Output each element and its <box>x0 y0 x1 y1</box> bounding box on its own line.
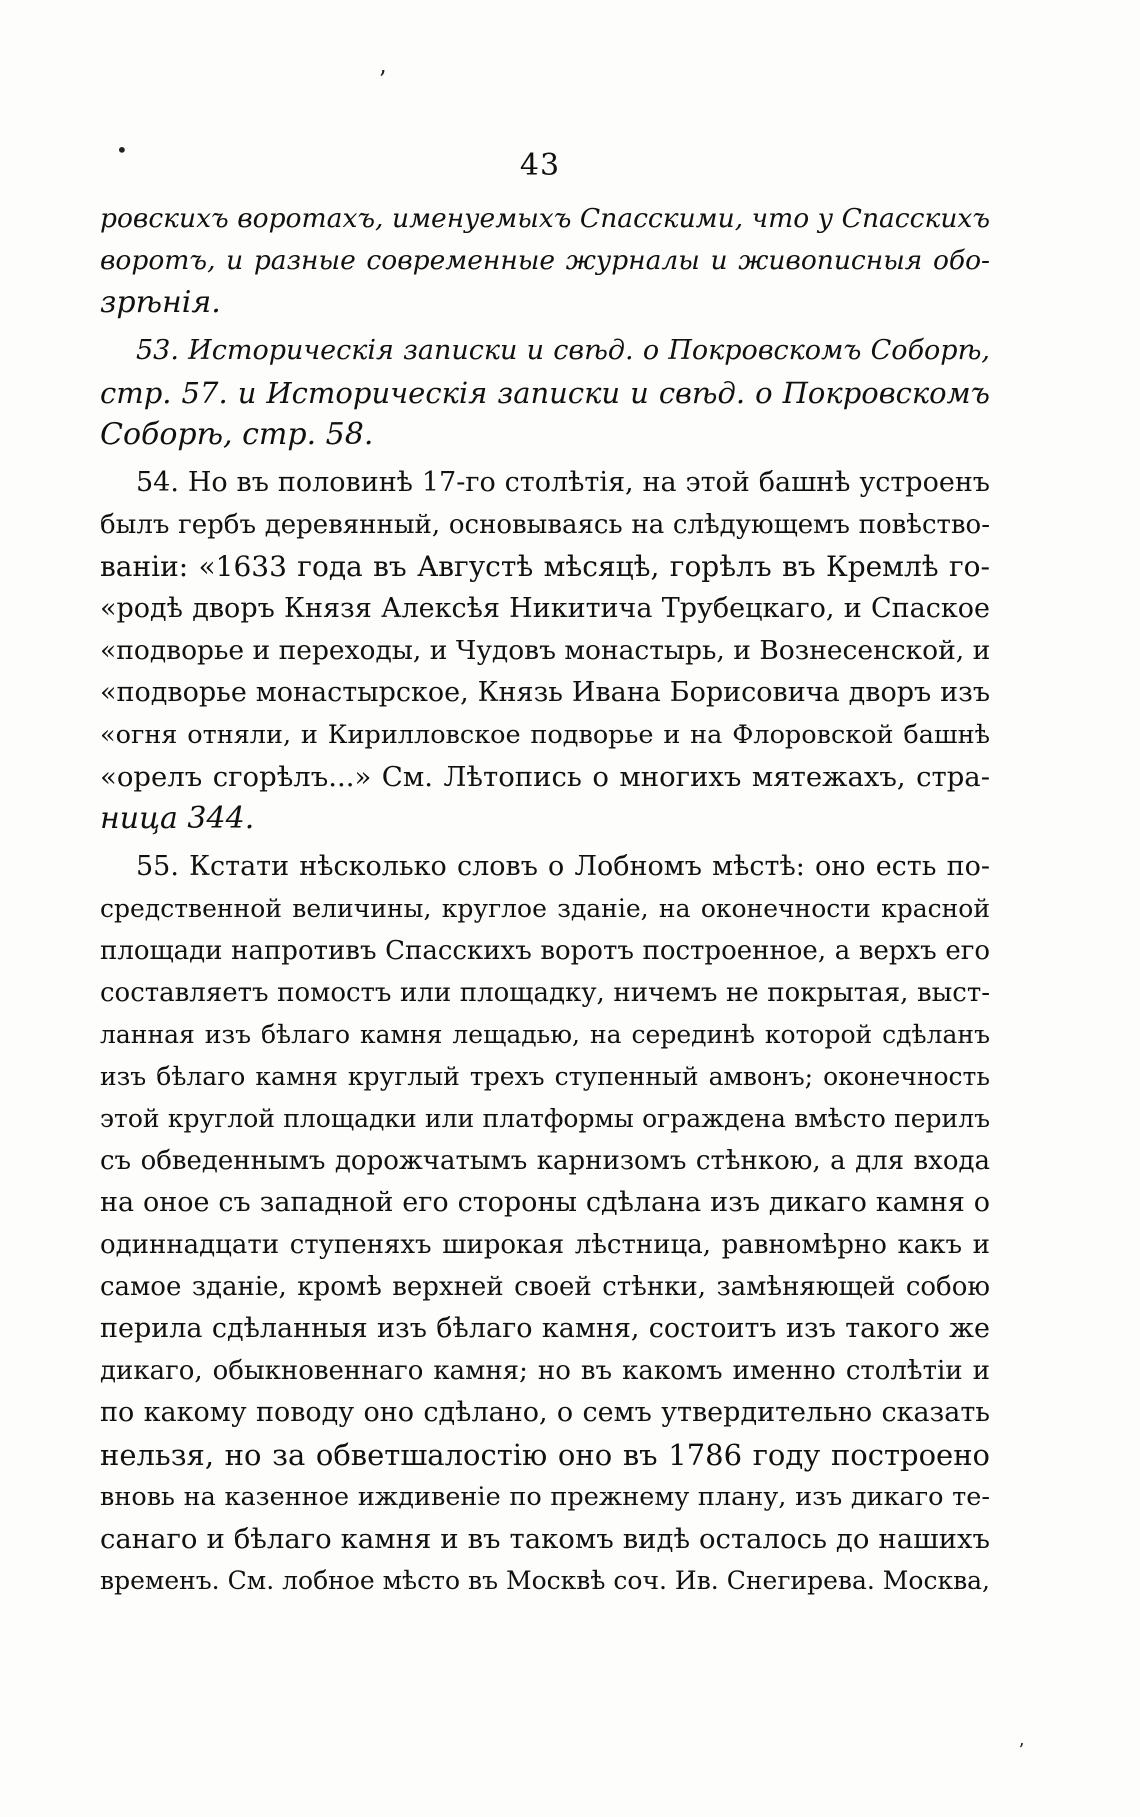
text-line: самое зданіе, кромѣ верхней своей стѣнки, замѣняющей собою <box>100 1272 990 1302</box>
paragraph-note-55 <box>100 846 990 1602</box>
paragraph-note-54 <box>100 462 990 840</box>
text-line: «огня отняли, и Кирилловское подворье и на Флоровской башнѣ <box>100 720 990 750</box>
text-line: ваніи: «1633 года въ Августѣ мѣсяцѣ, горѣлъ въ Кремлѣ го- <box>100 550 990 583</box>
text-line: средственной величины, круглое зданіе, на оконечности красной <box>100 894 990 923</box>
text-line: дикаго, обыкновеннаго камня; но въ какомъ именно столѣтіи и <box>100 1356 990 1386</box>
text-line: «родѣ дворъ Князя Алексѣя Никитича Трубецкаго, и Спаское <box>100 593 990 624</box>
text-line: Соборѣ, стр. 58. <box>100 417 374 452</box>
page-body <box>100 198 990 1602</box>
text-line: перила сдѣланныя изъ бѣлаго камня, состоитъ изъ такого же <box>100 1313 990 1344</box>
text-line: нельзя, но за обветшалостію оно въ 1786 году построено <box>100 1438 990 1472</box>
text-line: изъ бѣлаго камня круглый трехъ ступенный амвонъ; оконечность <box>100 1062 990 1091</box>
text-line: съ обведеннымъ дорожчатымъ карнизомъ стѣнкою, а для входа <box>100 1146 990 1176</box>
text-line: стр. 57. и Историческія записки и свѣд. о Покровскомъ <box>100 376 990 410</box>
page-number: 43 <box>519 148 561 183</box>
text-line: одиннадцати ступеняхъ широкая лѣстница, равномѣрно какъ и <box>100 1230 990 1260</box>
paragraph-note-53 <box>100 330 990 456</box>
text-line: 53. Историческія записки и свѣд. о Покровскомъ Соборѣ, <box>136 335 990 366</box>
scan-speck: • <box>116 138 128 162</box>
text-line: «подворье и переходы, и Чудовъ монастырь, и Вознесенской, и <box>100 635 990 666</box>
text-line: площади напротивъ Спасскихъ воротъ построенное, а верхъ его <box>100 936 990 966</box>
scan-speck: ʼ <box>1018 1740 1024 1761</box>
text-line: санаго и бѣлаго камня и въ такомъ видѣ осталось до нашихъ <box>100 1523 990 1555</box>
text-line: этой круглой площадки или платформы ограждена вмѣсто перилъ <box>100 1104 990 1133</box>
text-line: ровскихъ воротахъ, именуемыхъ Спасскими, что у Спасскихъ <box>100 203 990 234</box>
scan-speck: ʼ <box>378 66 386 94</box>
text-line: составляетъ помостъ или площадку, ничемъ не покрытая, выст- <box>100 978 990 1008</box>
text-line: по какому поводу оно сдѣлано, о семъ утвердительно сказать <box>100 1397 990 1428</box>
text-line: вновь на казенное иждивеніе по прежнему плану, изъ дикаго те- <box>100 1482 990 1512</box>
text-line: воротъ, и разные современные журналы и живописныя обо- <box>100 245 990 276</box>
text-line: ланная изъ бѣлаго камня лещадью, на серединѣ которой сдѣланъ <box>100 1020 990 1049</box>
text-line: на оное съ западной его стороны сдѣлана изъ дикаго камня о <box>100 1187 990 1218</box>
text-line: 55. Кстати нѣсколько словъ о Лобномъ мѣстѣ: оно есть по- <box>136 851 990 882</box>
text-line: зрѣнія. <box>100 285 221 320</box>
text-line: временъ. См. лобное мѣсто въ Москвѣ соч. Ив. Снегирева. Москва, <box>100 1566 990 1595</box>
text-line: «орелъ сгорѣлъ...» См. Лѣтопись о многихъ мятежахъ, стра- <box>100 761 990 793</box>
paragraph-continuation <box>100 198 990 324</box>
text-line: «подворье монастырское, Князь Ивана Борисовича дворъ изъ <box>100 677 990 708</box>
text-line: ница 344. <box>100 801 255 836</box>
text-line: 54. Но въ половинѣ 17-го столѣтія, на этой башнѣ устроенъ <box>136 467 990 498</box>
text-line: былъ гербъ деревянный, основываясь на слѣдующемъ повѣство- <box>100 510 990 540</box>
